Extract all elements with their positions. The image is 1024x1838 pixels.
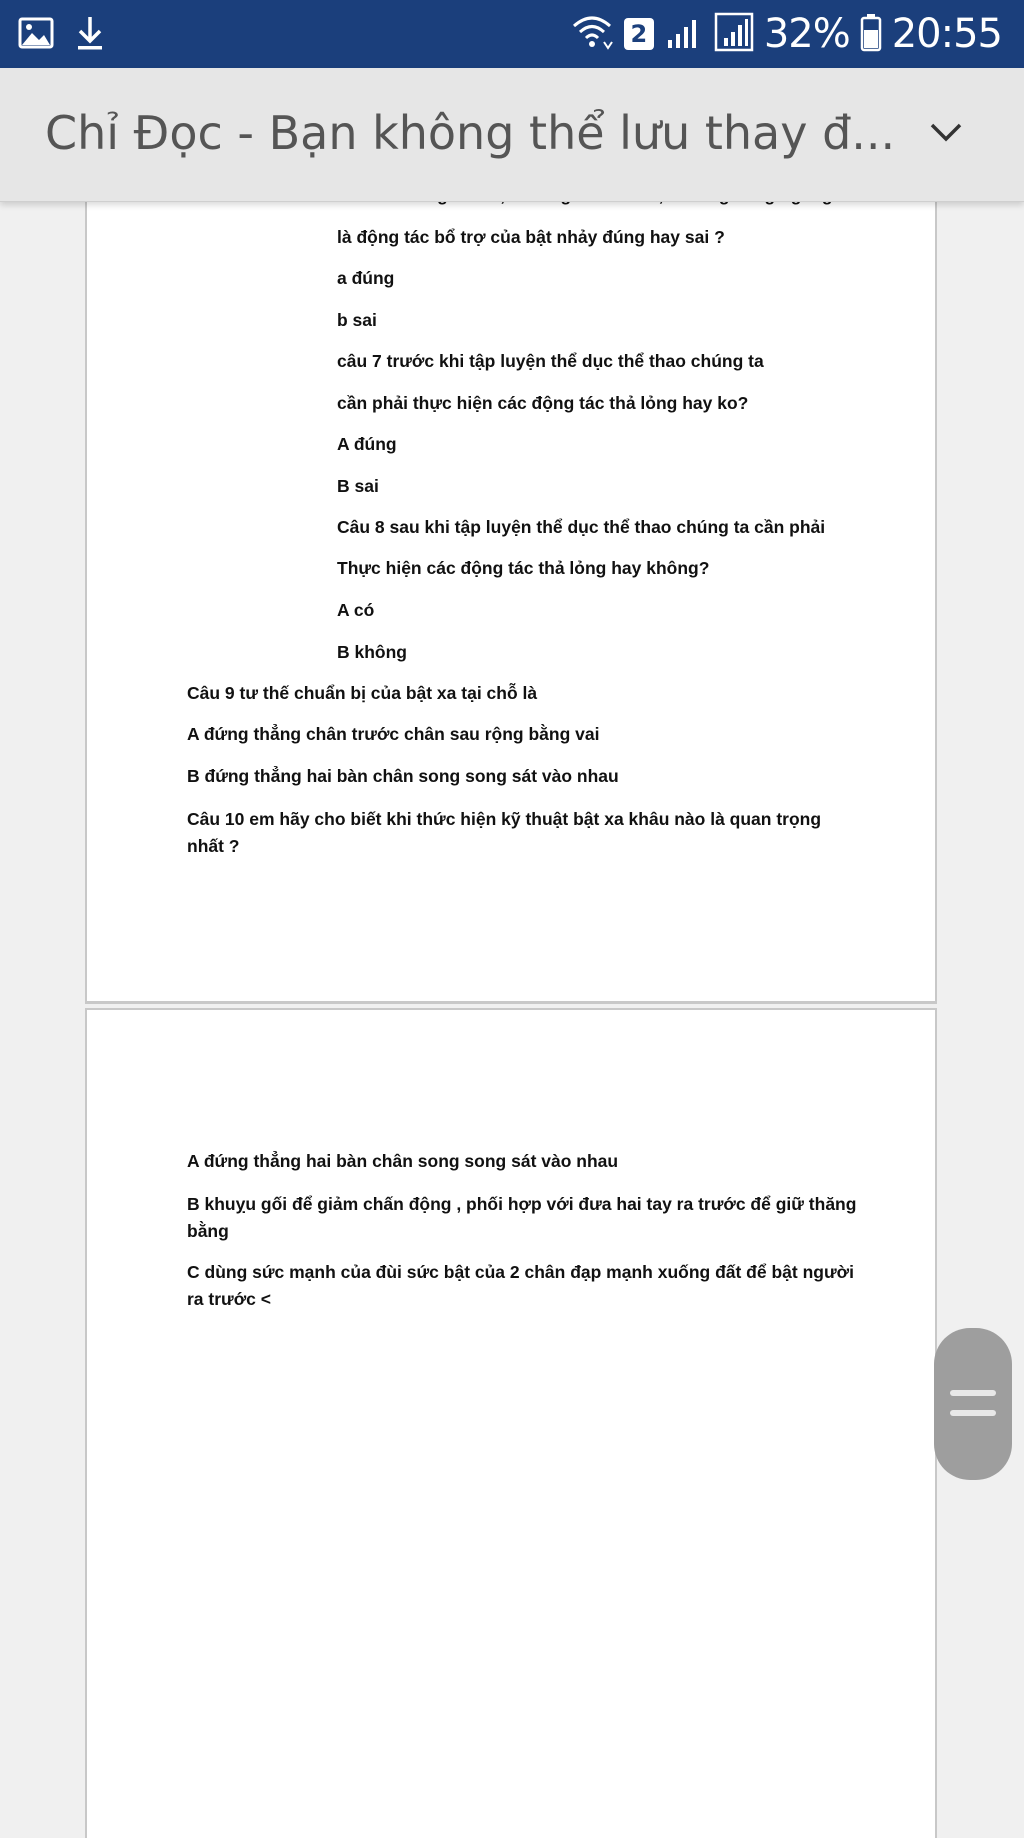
doc-line: A đúng (337, 434, 397, 454)
battery-percent: 32% (763, 11, 850, 57)
scroll-handle[interactable] (934, 1328, 1012, 1480)
document-page (85, 1008, 937, 1838)
status-left-icons (18, 14, 106, 57)
doc-line: b sai (337, 310, 377, 330)
doc-line: a đúng (337, 268, 395, 288)
doc-line: B không (337, 642, 407, 662)
doc-line: là động tác bổ trợ của bật nhảy đúng hay sai ? (337, 227, 725, 247)
status-right-icons (570, 0, 1002, 68)
wifi-icon (570, 12, 614, 57)
doc-line: B sai (337, 476, 379, 496)
signal-box-icon (714, 12, 754, 57)
doc-line: C dùng sức mạnh của đùi sức bật của 2 chân đạp mạnh xuống đất để bật người ra trước < (187, 1262, 854, 1309)
doc-line: A đứng thẳng hai bàn chân song song sát vào nhau (187, 1151, 619, 1171)
image-icon (18, 15, 54, 56)
doc-line: câu 7 trước khi tập luyện thể dục thể thao chúng ta (337, 351, 764, 371)
sim-badge: 2 (624, 18, 654, 50)
handle-grip-line (950, 1410, 996, 1416)
signal-icon (664, 14, 704, 55)
app-header (0, 68, 1024, 202)
doc-line: A có (337, 600, 375, 620)
doc-line: Câu 8 sau khi tập luyện thể dục thể thao chúng ta cần phải (337, 517, 826, 537)
doc-line: cần phải thực hiện các động tác thả lỏng hay ko? (337, 393, 749, 413)
document-viewport[interactable] (0, 202, 1024, 1820)
doc-line: A đứng thẳng chân trước chân sau rộng bằng vai (187, 724, 600, 744)
status-bar (0, 0, 1024, 68)
doc-line: B đứng thẳng hai bàn chân song song sát vào nhau (187, 766, 619, 786)
doc-line: Thực hiện các động tác thả lỏng hay không? (337, 558, 710, 578)
doc-line: B khuỵu gối để giảm chấn động , phối hợp với đưa hai tay ra trước để giữ thăng bằng (187, 1194, 857, 1241)
battery-icon (860, 13, 882, 56)
handle-grip-line (950, 1390, 996, 1396)
chevron-down-icon[interactable] (926, 112, 966, 152)
clock: 20:55 (891, 11, 1002, 57)
document-page (85, 172, 937, 1004)
doc-line: Câu 10 em hãy cho biết khi thức hiện kỹ thuật bật xa khâu nào là quan trọng nhất ? (187, 809, 822, 856)
download-icon (74, 14, 106, 57)
doc-line: Câu 9 tư thế chuẩn bị của bật xa tại chỗ là (187, 683, 538, 703)
read-only-title[interactable]: Chỉ Đọc - Bạn không thể lưu thay đ... (45, 106, 896, 160)
